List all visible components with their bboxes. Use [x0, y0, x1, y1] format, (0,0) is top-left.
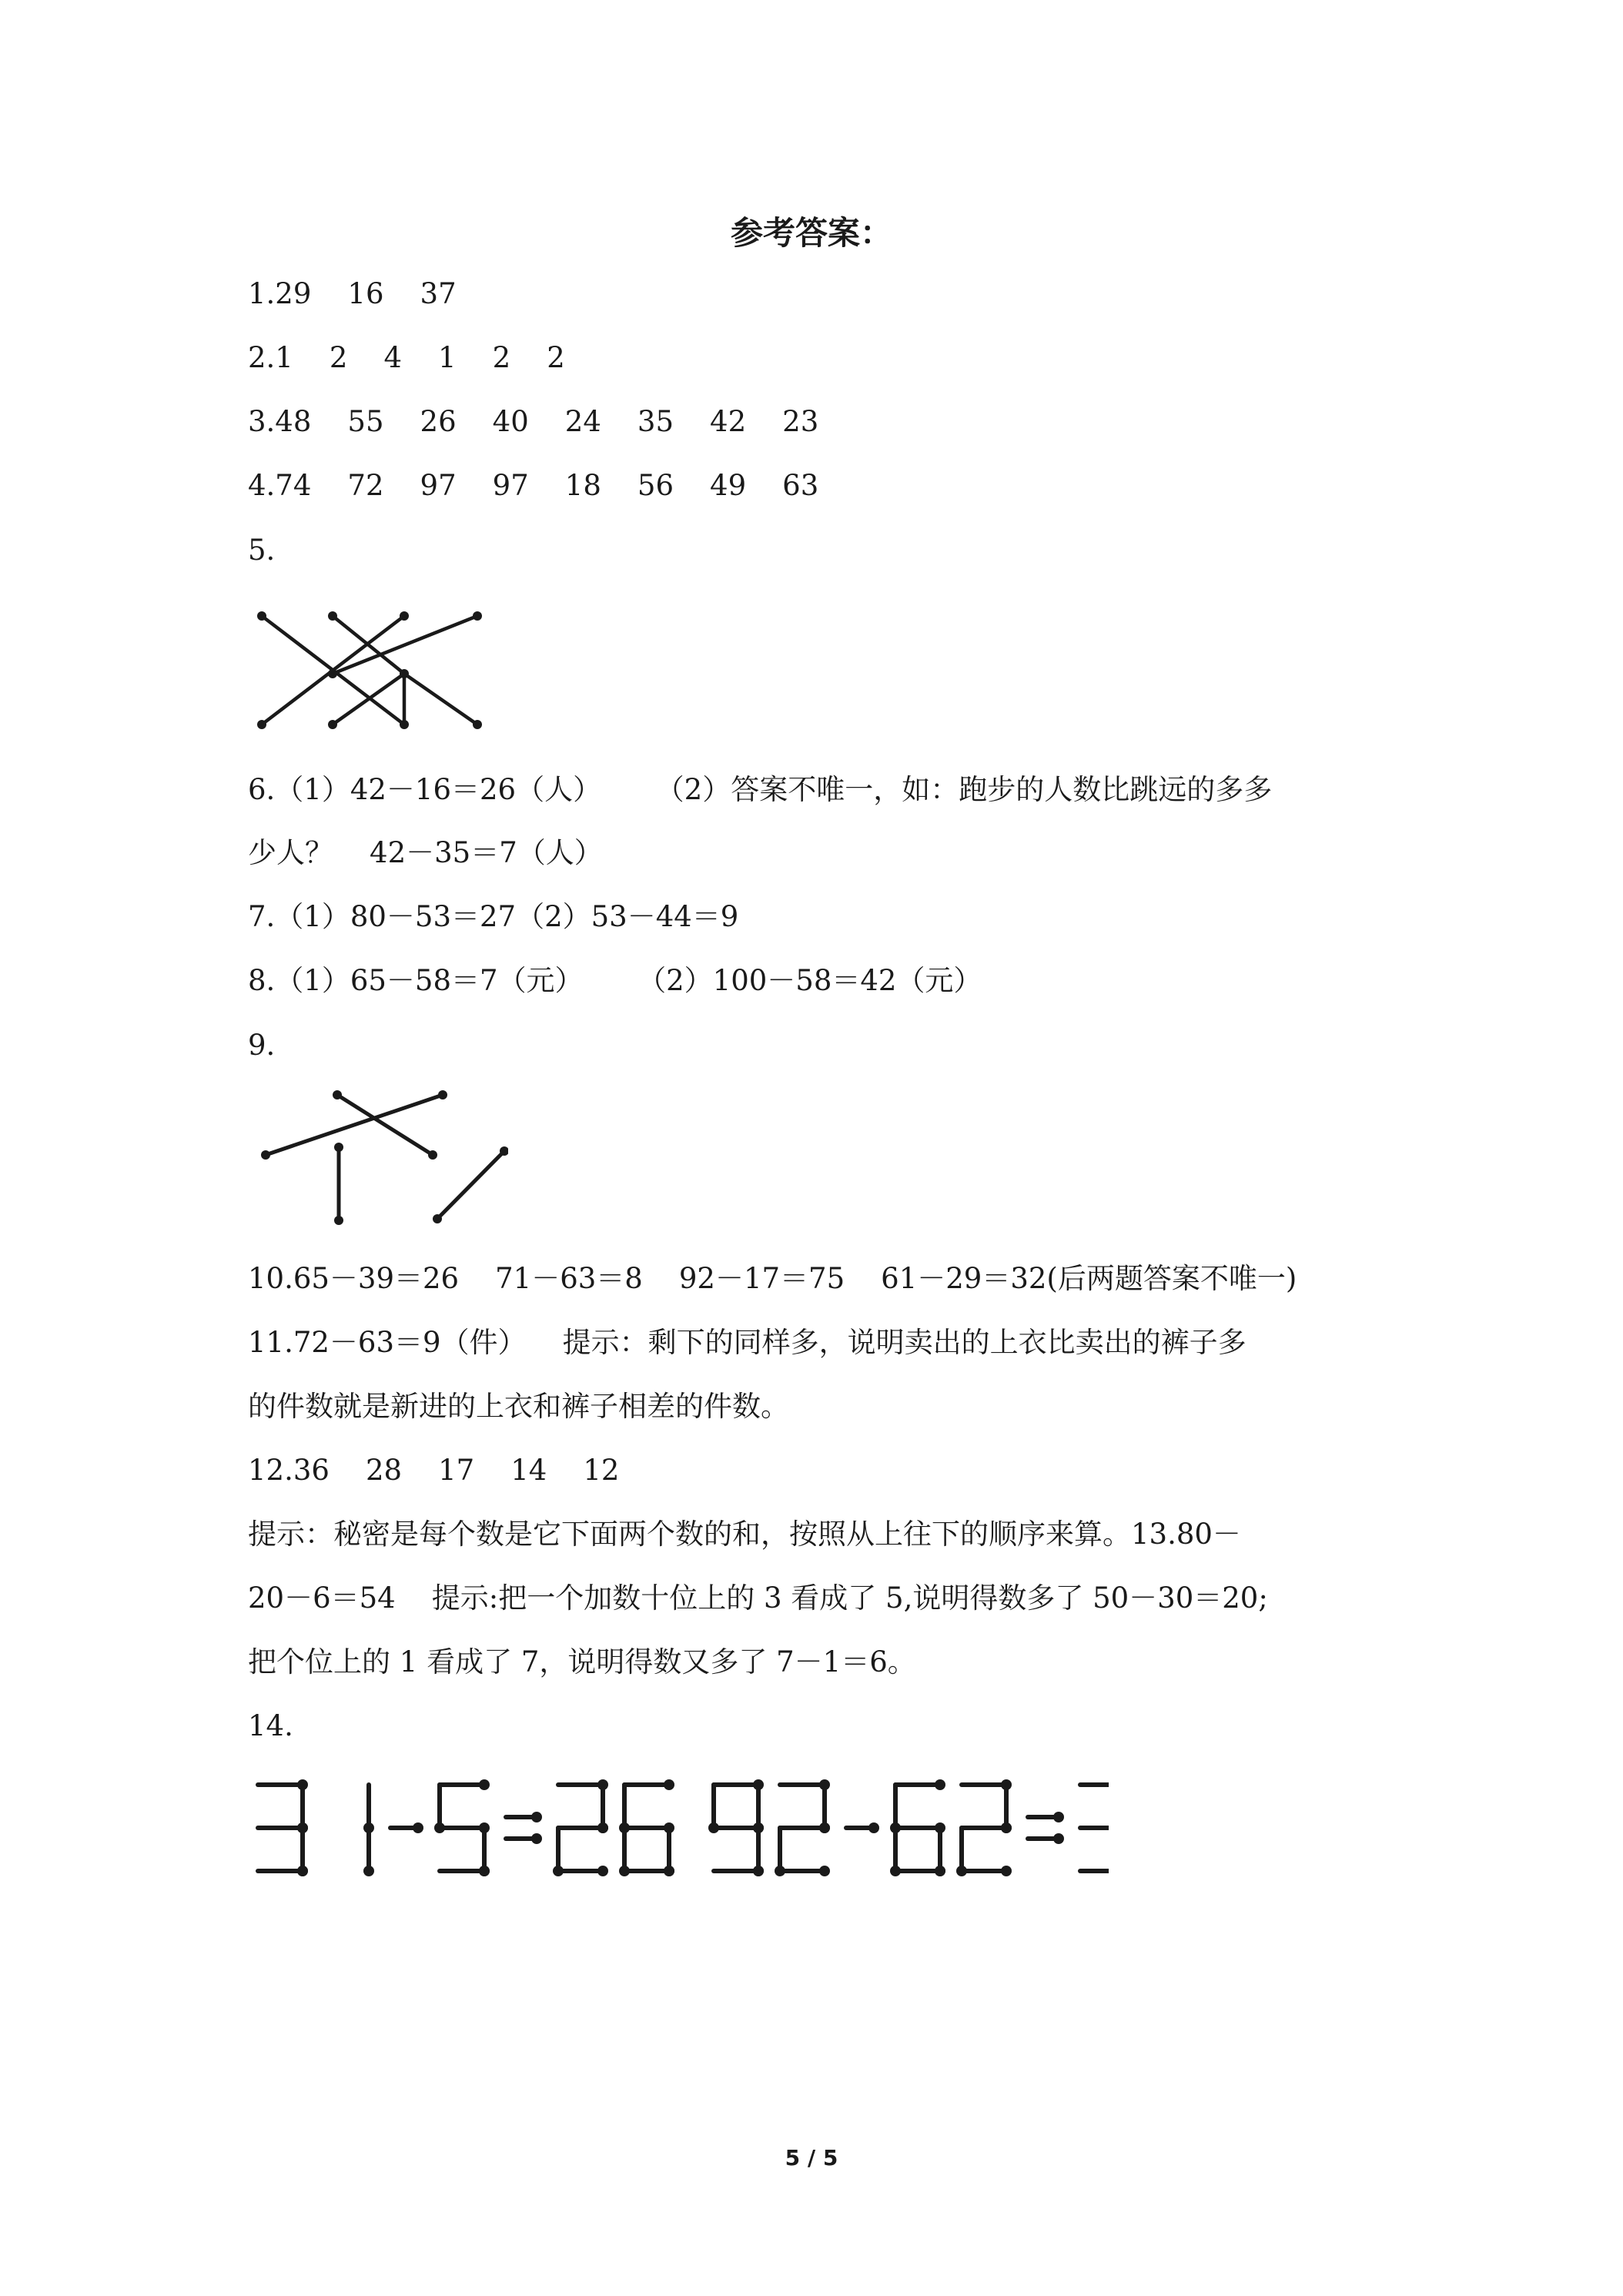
answer-10: 10.65－39＝26 71－63＝8 92－17＝75 61－29＝32(后两题答案不唯一) [248, 1262, 1297, 1295]
matchstick-head [531, 1833, 542, 1844]
answer-6: 6.（1）42－16＝26（人） （2）答案不唯一，如：跑步的人数比跳远的多多 [248, 773, 1273, 806]
page-number: 5 / 5 [785, 2145, 838, 2170]
answer-13-cont: 把个位上的 1 看成了 7，说明得数又多了 7－1＝6。 [248, 1645, 916, 1678]
answer-title: 参考答案： [730, 214, 892, 252]
answer-12: 12.36 28 17 14 12 [248, 1454, 620, 1487]
matchstick-head [935, 1866, 945, 1876]
answer-9-line-figure [246, 1078, 508, 1232]
answer-5: 5. [248, 534, 276, 567]
answer-11: 11.72－63＝9（件） 提示：剩下的同样多，说明卖出的上衣比卖出的裤子多 [248, 1326, 1247, 1359]
matchstick-head [868, 1822, 879, 1833]
answer-14: 14. [248, 1709, 293, 1742]
answer-11-cont: 的件数就是新进的上衣和裤子相差的件数。 [248, 1390, 789, 1423]
matchstick-head [413, 1822, 423, 1833]
answer-6-cont: 少人？ 42－35＝7（人） [248, 836, 603, 869]
answer-12-hint: 提示：秘密是每个数是它下面两个数的和，按照从上往下的顺序来算。13.80－ [248, 1518, 1241, 1551]
matchstick-head [531, 1812, 542, 1822]
matchstick-head [597, 1822, 608, 1833]
matchstick-head [664, 1866, 674, 1876]
matchstick-head [479, 1866, 490, 1876]
answer-9: 9. [248, 1029, 276, 1062]
answer-1: 1.29 16 37 [248, 277, 457, 310]
matchstick-head [753, 1822, 764, 1833]
answer-13: 20－6＝54 提示:把一个加数十位上的 3 看成了 5,说明得数多了 50－30＝20; [248, 1581, 1268, 1615]
answer-5-line-figure [246, 601, 493, 739]
matchstick-head [297, 1866, 308, 1876]
answer-14-matchstick-figure [246, 1771, 1109, 1886]
matchstick-head [819, 1822, 830, 1833]
matchstick-head [935, 1779, 945, 1790]
matchstick-head [819, 1866, 830, 1876]
answer-7: 7.（1）80－53＝27（2）53－44＝9 [248, 900, 739, 933]
matchstick-head [1001, 1866, 1012, 1876]
matchstick-head [1001, 1822, 1012, 1833]
matchstick-head [479, 1779, 490, 1790]
matchstick-head [1053, 1833, 1064, 1844]
matchstick-head [363, 1866, 374, 1876]
matchstick-head [597, 1866, 608, 1876]
answer-2: 2.1 2 4 1 2 2 [248, 341, 565, 374]
answer-8: 8.（1）65－58＝7（元） （2）100－58＝42（元） [248, 964, 982, 997]
answer-4: 4.74 72 97 97 18 56 49 63 [248, 469, 819, 502]
matchstick-head [664, 1779, 674, 1790]
matchstick-head [753, 1866, 764, 1876]
answer-3: 3.48 55 26 40 24 35 42 23 [248, 405, 819, 438]
matchstick-head [1053, 1812, 1064, 1822]
